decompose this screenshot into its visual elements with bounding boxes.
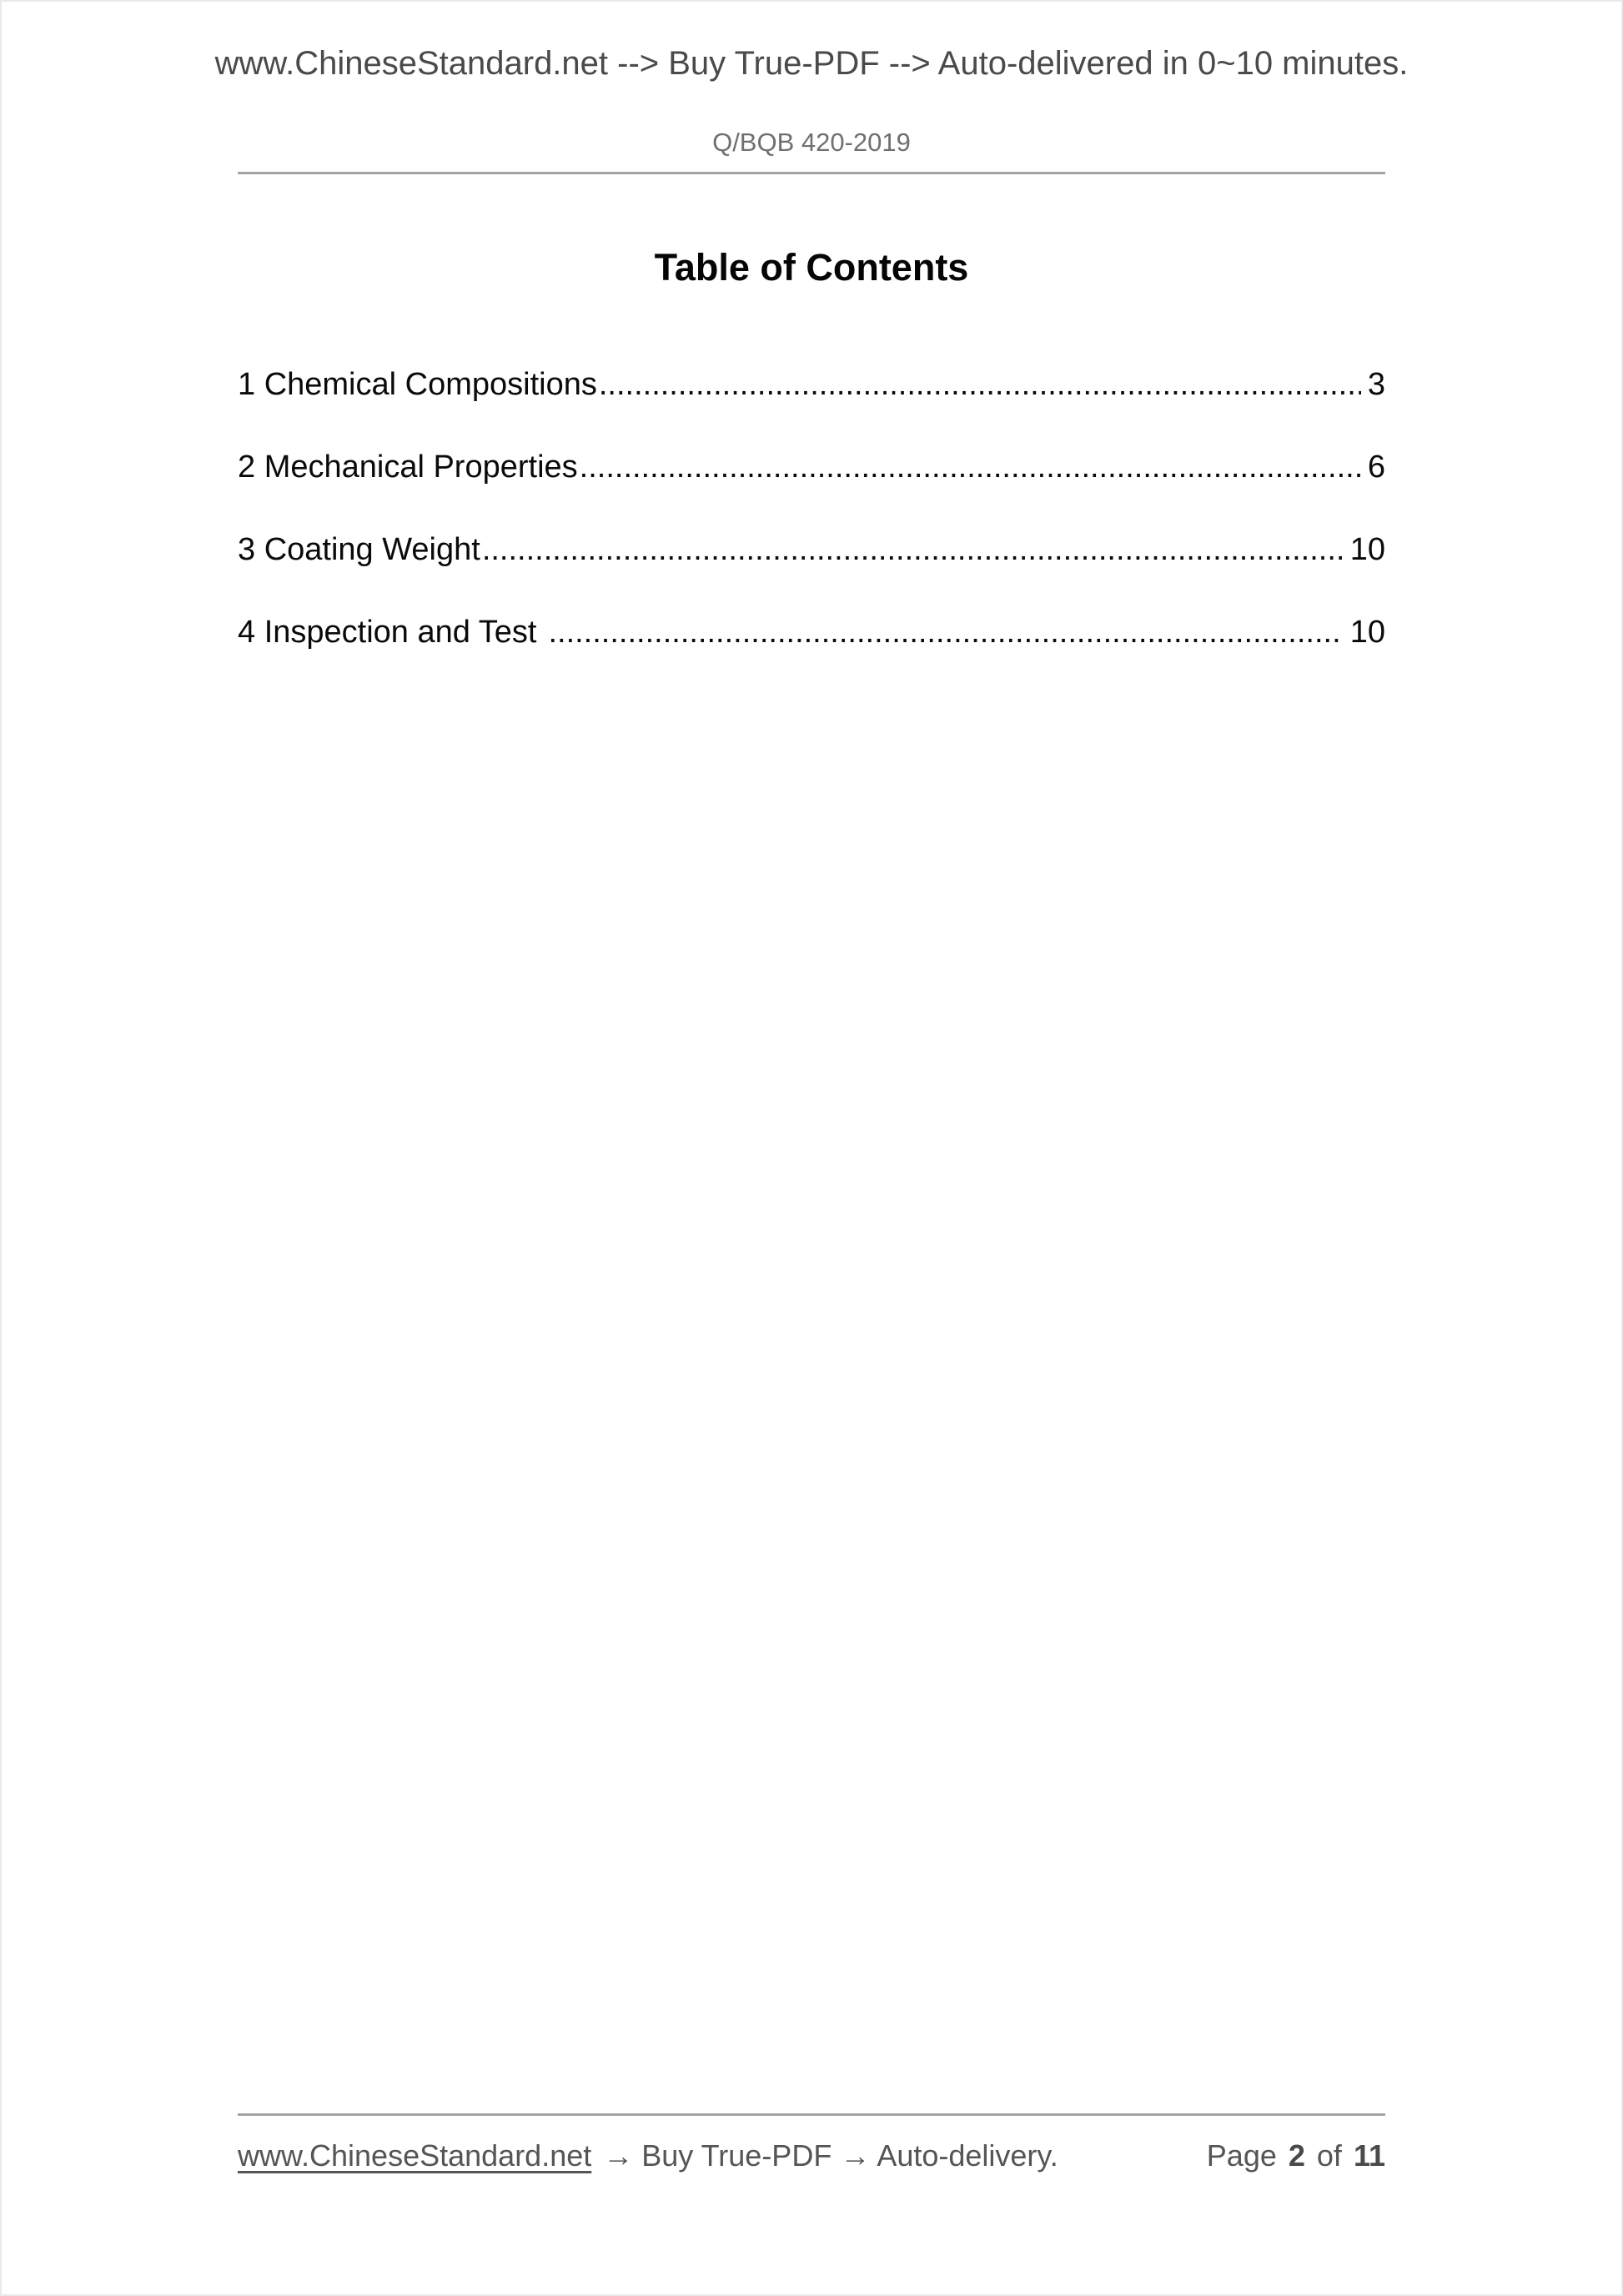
footer-tagline-text: → Buy True-PDF → Auto-delivery. [603, 2138, 1058, 2173]
toc-entry-page: 10 [1349, 615, 1385, 650]
dot-leader [482, 530, 1344, 569]
page-of-label: of [1316, 2138, 1342, 2173]
toc-entry-label: 2 Mechanical Properties [238, 450, 578, 485]
header-divider [238, 172, 1385, 174]
page-total: 11 [1353, 2138, 1385, 2173]
toc-entry-page: 10 [1349, 532, 1385, 567]
page-current: 2 [1288, 2138, 1305, 2173]
page-title: Table of Contents [654, 246, 969, 289]
footer-website-link[interactable]: www.ChineseStandard.net [238, 2138, 592, 2173]
toc-entry-label: 3 Coating Weight [238, 532, 480, 567]
toc-entry-label: 4 Inspection and Test [238, 615, 537, 650]
toc-entry [238, 448, 1385, 486]
header-banner: www.ChineseStandard.net --> Buy True-PDF --> Auto-delivered in 0~10 minutes. [214, 45, 1409, 82]
toc-entry [238, 530, 1385, 569]
page-footer [238, 2113, 1385, 2174]
dot-leader [599, 365, 1361, 404]
toc-entry-page: 3 [1367, 367, 1385, 402]
document-code: Q/BQB 420-2019 [712, 128, 911, 157]
dot-leader [548, 613, 1343, 651]
dot-leader [580, 448, 1361, 486]
toc-entry [238, 365, 1385, 404]
toc-entry-page: 6 [1367, 450, 1385, 485]
page-indicator-label: Page [1206, 2138, 1277, 2173]
table-of-contents [238, 365, 1385, 696]
toc-entry-label: 1 Chemical Compositions [238, 367, 597, 402]
page-indicator [1207, 2138, 1385, 2174]
footer-tagline [238, 2138, 1058, 2174]
toc-entry [238, 613, 1385, 651]
